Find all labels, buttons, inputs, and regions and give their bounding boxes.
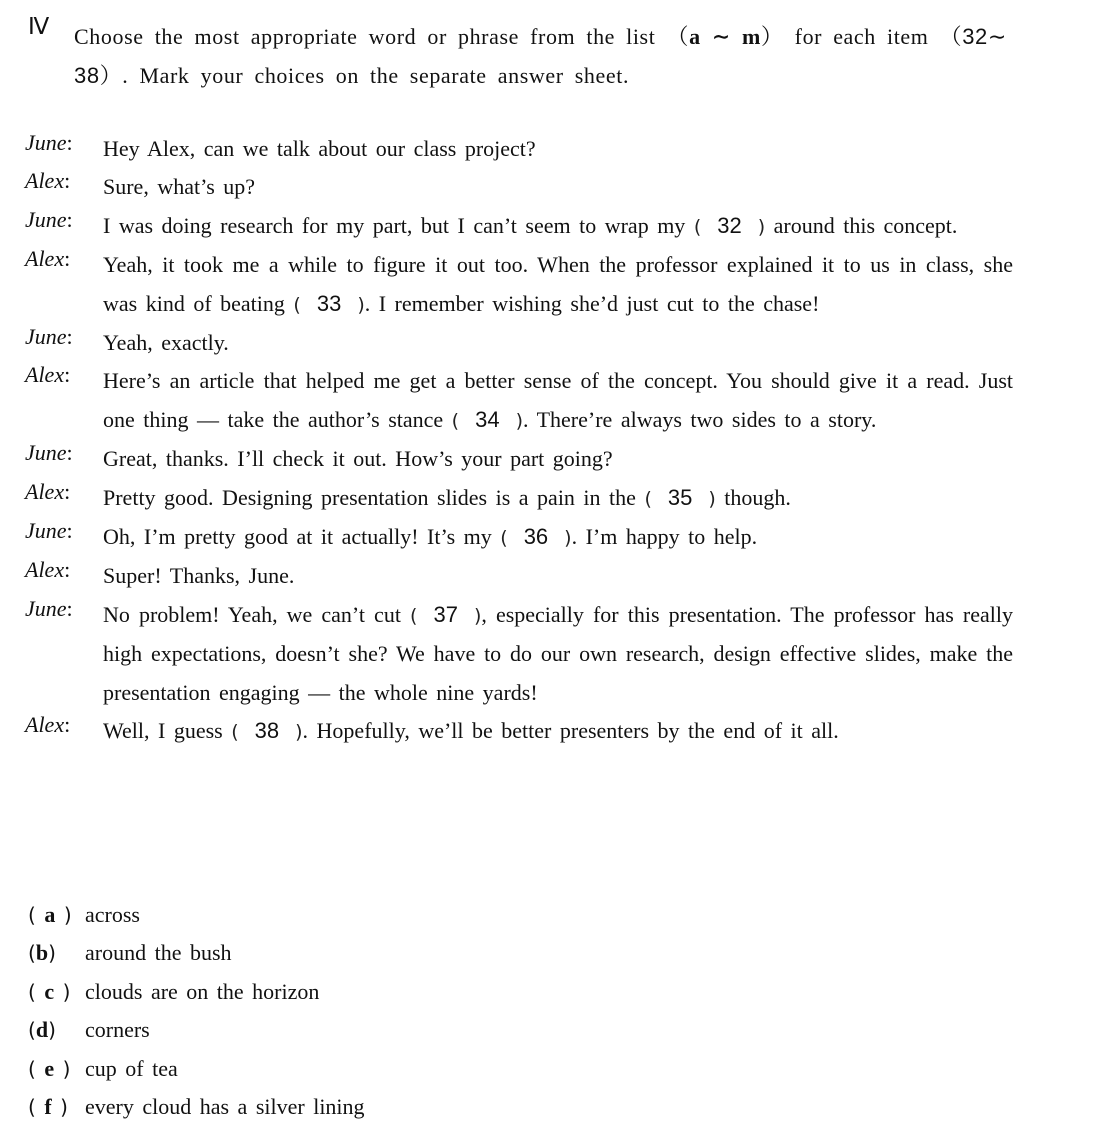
choice-text: across [85, 902, 140, 927]
speech-text: Pretty good. Designing presentation slides is a pain in the ( 35 ) though. [103, 479, 1013, 518]
choice-letter: ( c ) [28, 978, 71, 1004]
instruction-text-b: for each item [794, 24, 929, 49]
speech-text: Yeah, it took me a while to figure it out too. When the professor explained it to us in class, she was kind of beating ( 33 ). I remember wishing she’d just cut to the chase! [103, 246, 1013, 324]
blank-34: ( 34 ) [451, 406, 523, 432]
choice-text: cup of tea [85, 1055, 178, 1081]
speaker-name: June: [25, 206, 73, 232]
choice-item [28, 934, 1088, 972]
instruction-line-1: Choose the most appropriate word or phrase from the list （a ∼ m） for each item （32∼ [74, 24, 1007, 49]
speech-text: No problem! Yeah, we can’t cut ( 37 ), especially for this presentation. The professor has really high expectations, doesn’t she? We have to do our own research, design effective slides, make the presentation engaging — the whole nine yards! [103, 596, 1013, 712]
choice-item [28, 896, 1088, 934]
speech-text: Hey Alex, can we talk about our class project? [103, 136, 536, 161]
speech-text: Well, I guess ( 38 ). Hopefully, we’ll be better presenters by the end of it all. [103, 712, 1013, 751]
choice-letter: ( f ) [28, 1093, 68, 1119]
speech-text: Great, thanks. I’ll check it out. How’s your part going? [103, 446, 613, 472]
choice-letter: ( e ) [28, 1055, 71, 1081]
choice-item [28, 1011, 1088, 1049]
dialogue-turn [0, 130, 1096, 168]
dialogue-turn [0, 246, 1096, 324]
choice-letter: ( a ) [28, 902, 72, 927]
instruction-text-a: Choose the most appropriate word or phrase from the list [74, 24, 656, 49]
dialogue-turn [0, 324, 1096, 362]
blank-32: ( 32 ) [693, 212, 766, 238]
dialogue-turn [0, 362, 1096, 440]
instruction-range-letters: a ∼ m [689, 24, 761, 49]
dialogue-turn [0, 712, 1096, 751]
speaker-name: Alex: [25, 168, 71, 194]
dialogue-turn [0, 518, 1096, 557]
choice-letter: (b) [28, 940, 56, 966]
choice-item [28, 1088, 1088, 1126]
speaker-name: June: [25, 440, 73, 466]
dialogue [0, 130, 1096, 752]
instruction-range-end: 38 [74, 63, 100, 88]
dialogue-turn [0, 168, 1096, 206]
instruction-text-c: . Mark your choices on the separate answer sheet. [122, 63, 630, 88]
speech-text: I was doing research for my part, but I can’t seem to wrap my ( 32 ) around this concept. [103, 207, 1013, 246]
blank-35: ( 35 ) [644, 484, 716, 510]
dialogue-turn [0, 207, 1096, 246]
speaker-name: June: [25, 130, 73, 155]
speaker-name: Alex: [25, 362, 71, 388]
blank-36: ( 36 ) [500, 524, 572, 550]
blank-38: ( 38 ) [231, 718, 303, 744]
speech-text: Yeah, exactly. [103, 330, 229, 356]
choice-list [28, 896, 1088, 1126]
section-number: Ⅳ [28, 14, 50, 39]
speaker-name: Alex: [25, 246, 71, 272]
choice-letter: (d) [28, 1017, 56, 1043]
choice-item [28, 1050, 1088, 1088]
dialogue-turn [0, 557, 1096, 595]
blank-33: ( 33 ) [293, 290, 365, 316]
speech-text: Oh, I’m pretty good at it actually! It’s my ( 36 ). I’m happy to help. [103, 518, 1013, 557]
speech-text: Super! Thanks, June. [103, 563, 295, 589]
choice-item [28, 973, 1088, 1011]
choice-text: around the bush [85, 940, 232, 966]
instruction-range-start: 32∼ [962, 24, 1007, 49]
speaker-name: Alex: [25, 557, 71, 583]
blank-37: ( 37 ) [410, 601, 482, 627]
speaker-name: June: [25, 324, 73, 350]
instruction-line-2: 38）. Mark your choices on the separate answer sheet. [74, 63, 630, 88]
dialogue-turn [0, 479, 1096, 518]
speaker-name: Alex: [25, 712, 71, 738]
speaker-name: June: [25, 595, 73, 621]
dialogue-turn [0, 596, 1096, 712]
dialogue-turn [0, 440, 1096, 478]
speech-text: Here’s an article that helped me get a better sense of the concept. You should give it a read. Just one thing — take the author’s stance ( 34 ). There’re always two sides to a story. [103, 362, 1013, 440]
choice-text: clouds are on the horizon [85, 978, 320, 1004]
choice-text: every cloud has a silver lining [85, 1093, 365, 1119]
speaker-name: Alex: [25, 478, 71, 504]
choice-text: corners [85, 1017, 150, 1043]
speaker-name: June: [25, 518, 73, 544]
speech-text: Sure, what’s up? [103, 174, 256, 200]
